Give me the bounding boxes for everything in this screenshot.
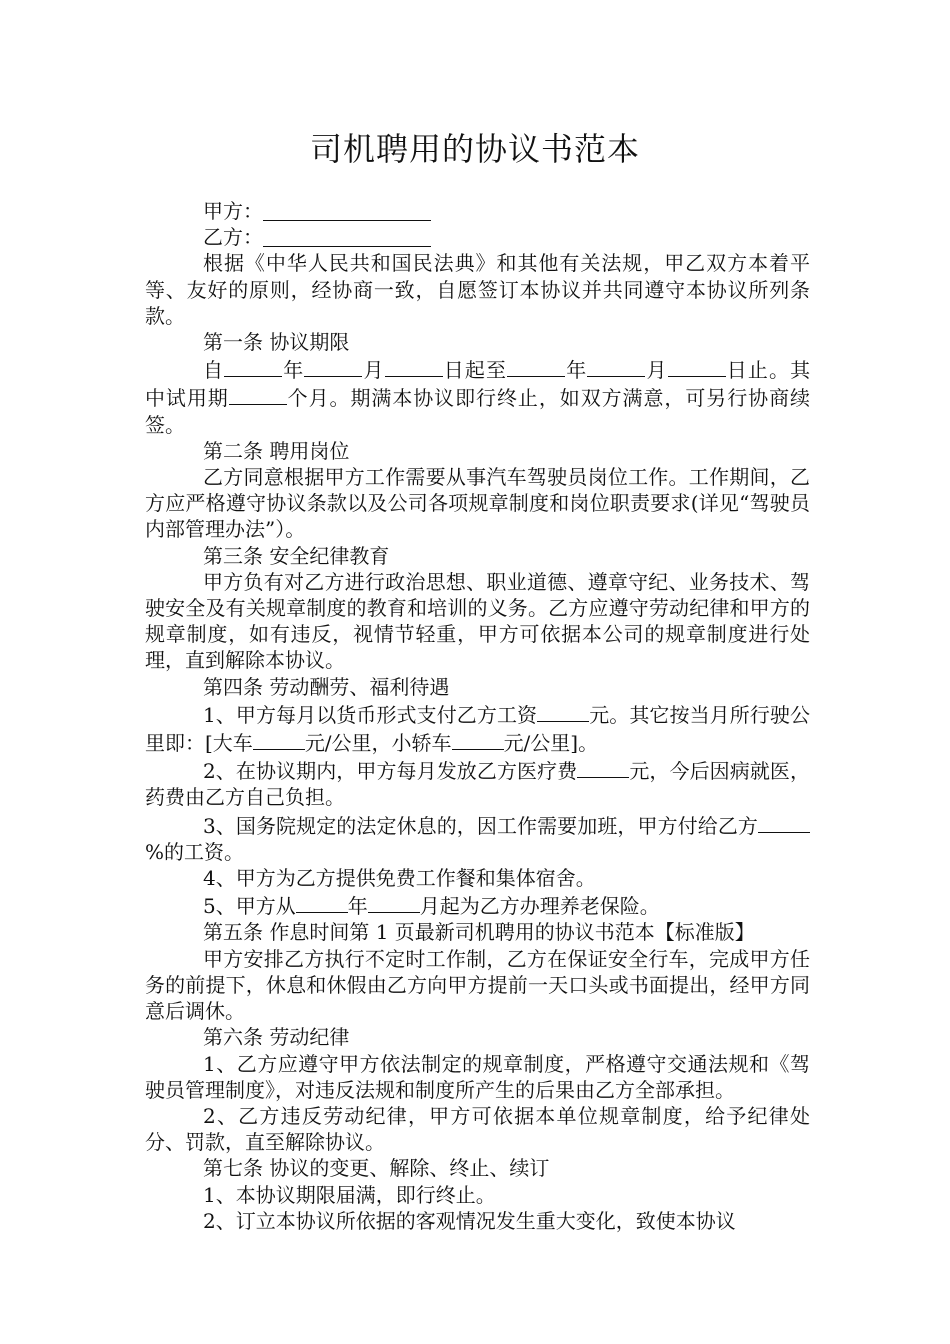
article-6-item-2: 2、乙方违反劳动纪律，甲方可依据本单位规章制度，给予纪律处分、罚款，直至解除协议。 — [145, 1103, 810, 1155]
article-1-text-end: 个月。期满本协议即行终止，如双方满意，可另行协商续签。 — [145, 386, 811, 437]
article-1-text-year: 年 — [282, 358, 305, 383]
article-4-item-3 — [145, 811, 810, 865]
car-rate-blank — [452, 728, 504, 750]
salary-text: 1、甲方每月以货币形式支付乙方工资 — [203, 702, 538, 727]
party-a-line — [145, 198, 810, 224]
pension-year-blank — [296, 891, 348, 913]
pension-month-blank — [368, 891, 420, 913]
article-1-text-probation: 日止。其中试用期 — [145, 358, 811, 411]
article-4-item-2 — [145, 756, 810, 810]
start-day-blank — [385, 355, 443, 377]
article-4-heading: 第四条 劳动酬劳、福利待遇 — [203, 674, 450, 699]
article-6-item-1: 1、乙方应遵守甲方依法制定的规章制度，严格遵守交通法规和《驾驶员管理制度》，对违反法规和制度所产生的后果由乙方全部承担。 — [145, 1051, 810, 1102]
article-1-heading: 第一条 协议期限 — [203, 330, 350, 355]
pension-year-text: 年 — [347, 894, 368, 919]
end-year-blank — [507, 355, 565, 377]
article-7-item-1: 1、本协议期限届满，即行终止。 — [203, 1182, 496, 1207]
article-1-text-month: 月 — [362, 358, 385, 383]
article-5-body: 甲方安排乙方执行不定时工作制，乙方在保证安全行车，完成甲方任务的前提下，休息和休假由乙方向甲方提前一天口头或书面提出，经甲方同意后调休。 — [145, 946, 810, 1024]
article-1-body — [145, 355, 810, 438]
probation-months-blank — [229, 383, 287, 405]
document-body — [145, 198, 810, 1234]
article-1-text-from: 自 — [203, 358, 225, 383]
medical-fee-blank — [577, 756, 629, 778]
overtime-text: 3、国务院规定的法定休息的，因工作需要加班，甲方付给乙方 — [203, 813, 758, 838]
rate-unit-text: 元/公里]。 — [503, 731, 599, 756]
overtime-percent-blank — [758, 811, 810, 833]
pension-text: 5、甲方从 — [203, 894, 296, 919]
party-a-label: 甲方： — [203, 199, 263, 223]
article-4-item-1 — [145, 700, 810, 756]
article-3-body: 甲方负有对乙方进行政治思想、职业道德、遵章守纪、业务技术、驾驶安全及有关规章制度的教育和培训的义务。乙方应遵守劳动纪律和甲方的规章制度，如有违反，视情节轻重，甲方可依据本公司的规章制度进行处理，直到解除本协议。 — [145, 569, 810, 673]
medical-text: 2、在协议期内，甲方每月发放乙方医疗费 — [203, 759, 578, 784]
party-a-blank — [263, 199, 431, 221]
party-b-line — [145, 224, 810, 250]
intro-paragraph: 根据《中华人民共和国民法典》和其他有关法规，甲乙双方本着平等、友好的原则，经协商一致，自愿签订本协议并共同遵守本协议所列条款。 — [145, 251, 810, 328]
article-7-item-2: 2、订立本协议所依据的客观情况发生重大变化，致使本协议 — [203, 1208, 736, 1233]
article-4-item-4: 4、甲方为乙方提供免费工作餐和集体宿舍。 — [203, 866, 596, 891]
salary-blank — [537, 700, 589, 722]
article-3-heading: 第三条 安全纪律教育 — [203, 543, 390, 568]
pension-text-end: 月起为乙方办理养老保险。 — [419, 894, 660, 919]
overtime-text-end: %的工资。 — [145, 839, 245, 864]
party-b-label: 乙方： — [203, 225, 263, 250]
medical-text-end: 元，今后因病就医，药费由乙方自己负担。 — [145, 759, 810, 810]
article-4-item-5 — [145, 891, 810, 919]
article-1-text-year-2: 年 — [565, 358, 588, 383]
truck-rate-blank — [253, 728, 305, 750]
article-2-heading: 第二条 聘用岗位 — [203, 438, 350, 463]
article-6-heading: 第六条 劳动纪律 — [203, 1025, 350, 1050]
mileage-text: 元。其它按当月所行驶公里即：[大车 — [145, 702, 810, 756]
car-text: 元/公里，小轿车 — [304, 731, 452, 756]
start-month-blank — [304, 355, 362, 377]
party-b-blank — [263, 225, 431, 247]
document-title: 司机聘用的协议书范本 — [309, 130, 640, 168]
article-1-text-month-2: 月 — [645, 358, 668, 383]
start-year-blank — [224, 355, 282, 377]
article-5-heading: 第五条 作息时间第 1 页最新司机聘用的协议书范本【标准版】 — [203, 920, 755, 945]
article-1-text-until: 日起至 — [442, 358, 508, 383]
end-day-blank — [668, 355, 726, 377]
end-month-blank — [587, 355, 645, 377]
article-7-heading: 第七条 协议的变更、解除、终止、续订 — [203, 1156, 550, 1181]
article-2-body: 乙方同意根据甲方工作需要从事汽车驾驶员岗位工作。工作期间，乙方应严格遵守协议条款以及公司各项规章制度和岗位职责要求(详见“驾驶员内部管理办法”）。 — [145, 465, 810, 542]
